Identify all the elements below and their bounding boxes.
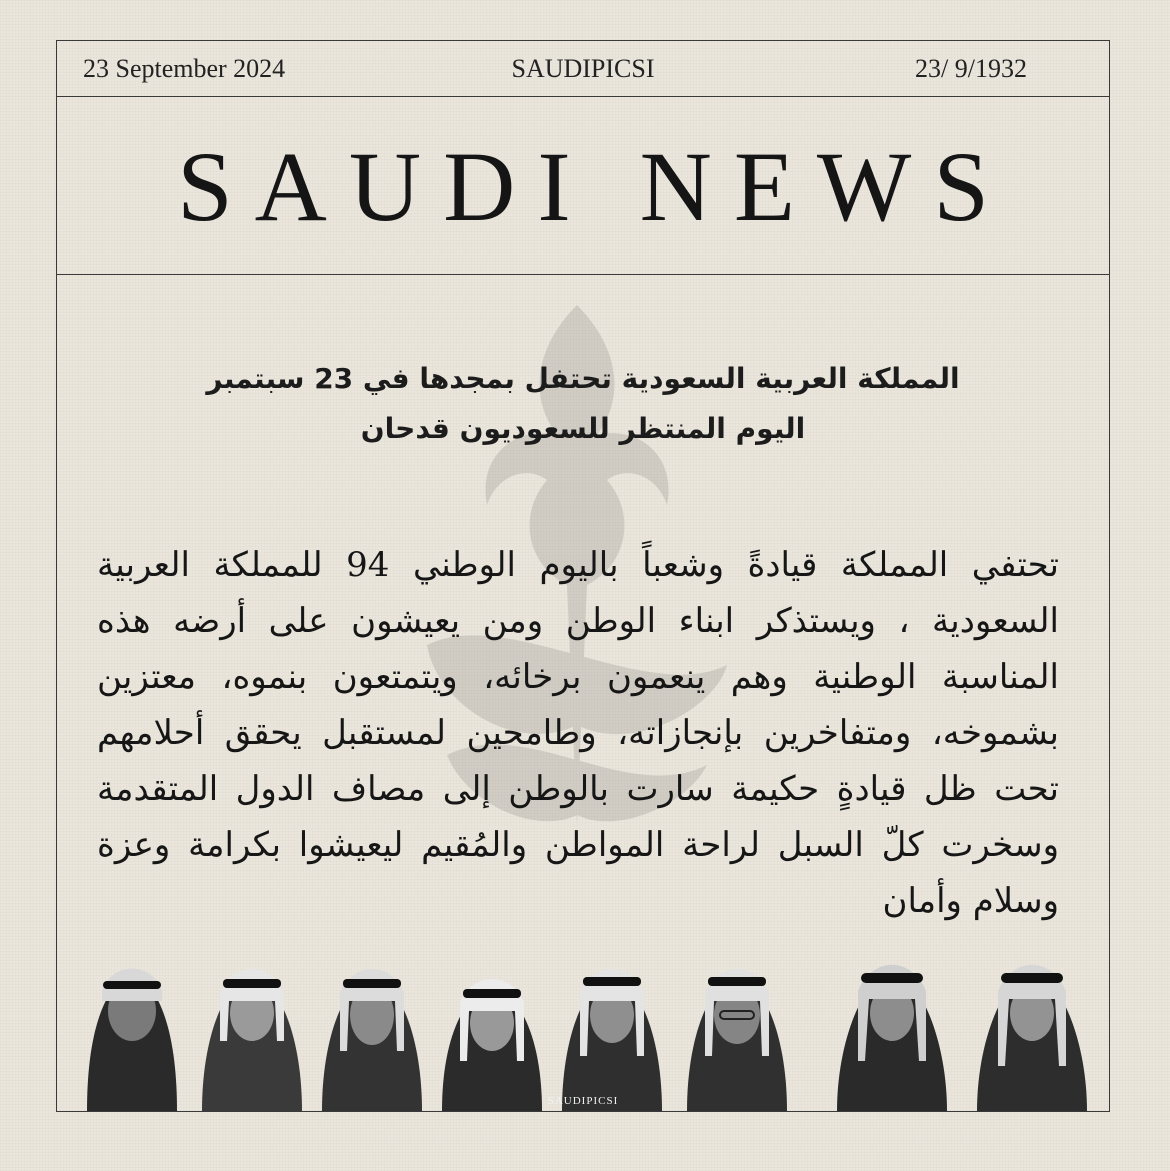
- founding-date: 23/ 9/1932: [915, 54, 1027, 83]
- top-bar: [57, 41, 1109, 97]
- portrait-7: [827, 931, 957, 1111]
- gregorian-date: 23 September 2024: [83, 54, 286, 83]
- article-body: تحتفي المملكة قيادةً وشعباً باليوم الوطني 94 للمملكة العربية السعودية ، ويستذكر ابناء الوطن ومن يعيشون على أرضه هذه المناسبة الوطنية وهم ينعمون برخائه، ويتمتعون بنموه، معتزين بشموخه، ومتفاخرين بإنجازاته، وطامحين لمستقبل يحقق أحلامهم تحت ظل قيادةٍ حكيمة سارت بالوطن إلى مصاف الدول المتقدمة وسخرت كلّ السبل لراحة المواطن والمُقيم ليعيشوا بكرامة وعزة وسلام وأمان: [97, 545, 1059, 921]
- article-area: [57, 275, 1109, 1111]
- site-name: SAUDIPICSI: [511, 54, 655, 83]
- headline-line-2: اليوم المنتظر للسعوديون قدحان: [360, 412, 806, 445]
- portrait-2: [187, 931, 317, 1111]
- portrait-1: [67, 931, 197, 1111]
- newspaper-frame: [56, 40, 1110, 1112]
- portrait-8: [967, 931, 1097, 1111]
- portrait-4: [427, 931, 557, 1111]
- masthead: [57, 97, 1109, 275]
- headline-line-1: المملكة العربية السعودية تحتفل بمجدها في 23 سبتمبر: [206, 362, 960, 395]
- kings-portrait-strip: [57, 921, 1109, 1111]
- portrait-5: [547, 931, 677, 1111]
- photo-credit: SAUDIPICSI: [547, 1095, 619, 1107]
- masthead-title: SAUDI NEWS: [177, 131, 1011, 242]
- portrait-6: [672, 931, 802, 1111]
- portrait-3: [307, 931, 437, 1111]
